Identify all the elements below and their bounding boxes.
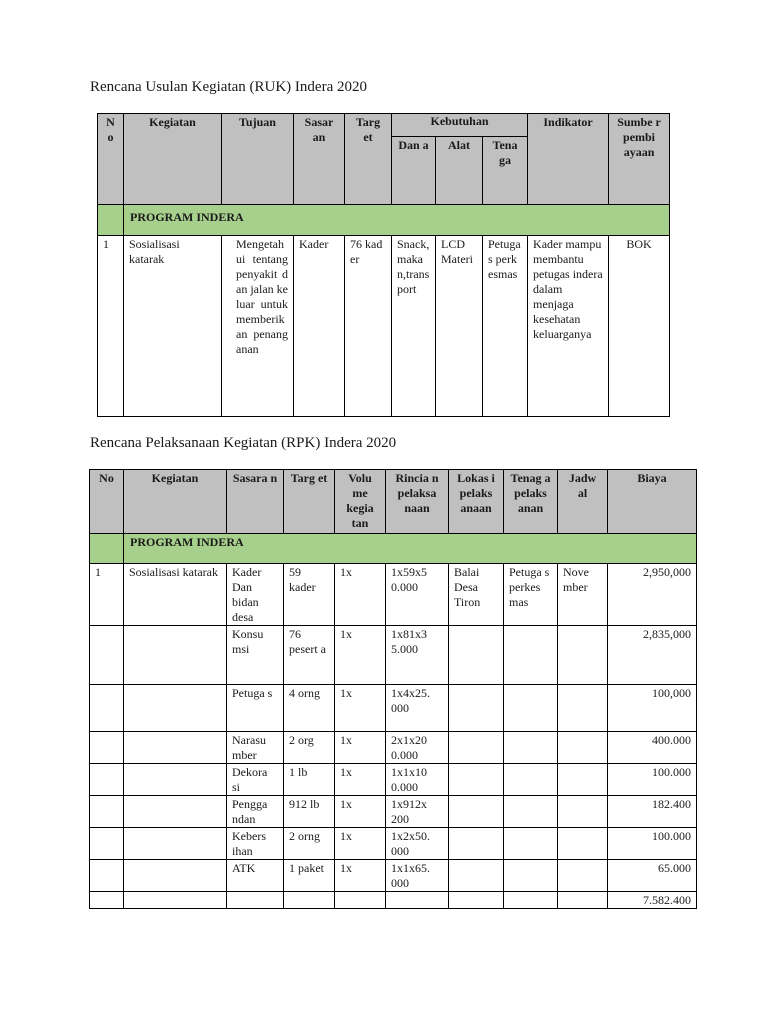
- rpk-row-biaya: 400.000: [608, 732, 697, 764]
- rpk-row-jadwal: Nove mber: [558, 564, 608, 626]
- rpk-row-volume: 1x: [335, 796, 386, 828]
- rpk-row-tenaga: [504, 796, 558, 828]
- rpk-header-lokasi: Lokas i pelaks anaan: [449, 470, 504, 534]
- table-row: [90, 564, 697, 626]
- rpk-row-volume: 1x: [335, 626, 386, 685]
- table-row: [90, 860, 697, 892]
- rpk-header-sasaran: Sasara n: [227, 470, 284, 534]
- rpk-row-jadwal: [558, 685, 608, 732]
- rpk-row-target: 2 orng: [284, 828, 335, 860]
- table-row: [90, 764, 697, 796]
- ruk-header-kegiatan: Kegiatan: [124, 114, 222, 205]
- rpk-row-no: [90, 764, 124, 796]
- rpk-row-lokasi: [449, 626, 504, 685]
- rpk-row-kegiatan: [124, 796, 227, 828]
- rpk-header-tenaga: Tenag a pelaks anan: [504, 470, 558, 534]
- rpk-row-tenaga: [504, 732, 558, 764]
- ruk-table-row: [98, 236, 670, 417]
- rpk-row-sasaran: Kebers ihan: [227, 828, 284, 860]
- rpk-header-biaya: Biaya: [608, 470, 697, 534]
- rpk-total-empty: [449, 892, 504, 909]
- rpk-row-lokasi: [449, 764, 504, 796]
- rpk-row-biaya: 100.000: [608, 828, 697, 860]
- ruk-header-tujuan: Tujuan: [222, 114, 294, 205]
- rpk-header-no: No: [90, 470, 124, 534]
- rpk-row-no: [90, 626, 124, 685]
- rpk-row-sasaran: Konsu msi: [227, 626, 284, 685]
- rpk-row-lokasi: Balai Desa Tiron: [449, 564, 504, 626]
- table-row: [90, 732, 697, 764]
- rpk-row-volume: 1x: [335, 564, 386, 626]
- rpk-row-lokasi: [449, 732, 504, 764]
- ruk-header-alat: Alat: [436, 137, 483, 205]
- rpk-row-sasaran: Narasu mber: [227, 732, 284, 764]
- ruk-header-sumber: Sumbe r pembi ayaan: [609, 114, 670, 205]
- rpk-header-volume: Volu me kegia tan: [335, 470, 386, 534]
- rpk-row-target: 76 pesert a: [284, 626, 335, 685]
- ruk-title: Rencana Usulan Kegiatan (RUK) Indera 2020: [90, 79, 367, 95]
- ruk-program-label: PROGRAM INDERA: [124, 205, 670, 236]
- ruk-row-target: 76 kader: [345, 236, 392, 417]
- ruk-row-no: 1: [98, 236, 124, 417]
- rpk-row-rincian: 1x81x3 5.000: [386, 626, 449, 685]
- rpk-row-target: 59 kader: [284, 564, 335, 626]
- rpk-row-rincian: 1x4x25. 000: [386, 685, 449, 732]
- rpk-row-tenaga: [504, 860, 558, 892]
- ruk-row-indikator: Kader mampu membantu petugas indera dalam menjaga kesehatan keluarganya: [528, 236, 609, 417]
- rpk-row-tenaga: [504, 828, 558, 860]
- rpk-row-no: [90, 828, 124, 860]
- rpk-row-rincian: 1x59x5 0.000: [386, 564, 449, 626]
- rpk-header-target: Targ et: [284, 470, 335, 534]
- ruk-row-tujuan: Mengetahui tentang penyakit dan jalan keluar untuk memberikan penanganan: [222, 236, 294, 417]
- ruk-row-dana: Snack,makan,transport: [392, 236, 436, 417]
- rpk-header-jadwal: Jadw al: [558, 470, 608, 534]
- rpk-title: Rencana Pelaksanaan Kegiatan (RPK) Indera 2020: [90, 435, 397, 451]
- rpk-row-rincian: 2x1x20 0.000: [386, 732, 449, 764]
- rpk-row-lokasi: [449, 685, 504, 732]
- rpk-row-target: 1 paket: [284, 860, 335, 892]
- rpk-row-tenaga: Petuga s perkes mas: [504, 564, 558, 626]
- rpk-row-volume: 1x: [335, 732, 386, 764]
- rpk-row-rincian: 1x912x 200: [386, 796, 449, 828]
- rpk-row-tenaga: [504, 685, 558, 732]
- ruk-row-sasaran: Kader: [294, 236, 345, 417]
- rpk-row-jadwal: [558, 732, 608, 764]
- table-row: [90, 685, 697, 732]
- rpk-total-empty: [90, 892, 124, 909]
- rpk-total-empty: [386, 892, 449, 909]
- rpk-row-volume: 1x: [335, 860, 386, 892]
- rpk-row-volume: 1x: [335, 828, 386, 860]
- rpk-row-tenaga: [504, 626, 558, 685]
- rpk-header-kegiatan: Kegiatan: [124, 470, 227, 534]
- rpk-row-biaya: 65.000: [608, 860, 697, 892]
- rpk-row-kegiatan: [124, 732, 227, 764]
- rpk-row-sasaran: Petuga s: [227, 685, 284, 732]
- rpk-row-biaya: 100.000: [608, 764, 697, 796]
- rpk-row-no: [90, 860, 124, 892]
- rpk-total-empty: [227, 892, 284, 909]
- rpk-total-empty: [284, 892, 335, 909]
- rpk-row-kegiatan: [124, 860, 227, 892]
- rpk-row-kegiatan: [124, 828, 227, 860]
- rpk-row-sasaran: Pengga ndan: [227, 796, 284, 828]
- rpk-row-jadwal: [558, 828, 608, 860]
- rpk-row-lokasi: [449, 828, 504, 860]
- rpk-row-jadwal: [558, 860, 608, 892]
- rpk-row-target: 4 orng: [284, 685, 335, 732]
- rpk-row-rincian: 1x1x10 0.000: [386, 764, 449, 796]
- rpk-row-kegiatan: [124, 685, 227, 732]
- ruk-header-dana: Dan a: [392, 137, 436, 205]
- rpk-row-tenaga: [504, 764, 558, 796]
- rpk-row-sasaran: Kader Dan bidan desa: [227, 564, 284, 626]
- ruk-row-alat: LCD Materi: [436, 236, 483, 417]
- ruk-table: [97, 113, 670, 417]
- table-row: [90, 626, 697, 685]
- rpk-row-volume: 1x: [335, 685, 386, 732]
- ruk-header-indikator: Indikator: [528, 114, 609, 205]
- ruk-row-tenaga: Petugas perkesmas: [483, 236, 528, 417]
- ruk-header-target: Targ et: [345, 114, 392, 205]
- rpk-total-empty: [558, 892, 608, 909]
- ruk-header-no: N o: [98, 114, 124, 205]
- rpk-row-jadwal: [558, 626, 608, 685]
- rpk-row-no: [90, 796, 124, 828]
- rpk-row-biaya: 100,000: [608, 685, 697, 732]
- rpk-total-empty: [504, 892, 558, 909]
- rpk-row-jadwal: [558, 764, 608, 796]
- rpk-row-rincian: 1x2x50. 000: [386, 828, 449, 860]
- rpk-row-target: 912 lb: [284, 796, 335, 828]
- rpk-row-sasaran: ATK: [227, 860, 284, 892]
- rpk-program-spacer: [90, 534, 124, 564]
- rpk-row-sasaran: Dekora si: [227, 764, 284, 796]
- rpk-row-biaya: 2,950,000: [608, 564, 697, 626]
- ruk-header-sasaran: Sasar an: [294, 114, 345, 205]
- rpk-row-kegiatan: Sosialisasi katarak: [124, 564, 227, 626]
- ruk-row-kegiatan: Sosialisasi katarak: [124, 236, 222, 417]
- rpk-row-lokasi: [449, 796, 504, 828]
- rpk-row-biaya: 182.400: [608, 796, 697, 828]
- rpk-row-target: 2 org: [284, 732, 335, 764]
- ruk-program-spacer: [98, 205, 124, 236]
- rpk-row-kegiatan: [124, 626, 227, 685]
- table-row: [90, 828, 697, 860]
- rpk-row-volume: 1x: [335, 764, 386, 796]
- rpk-total-biaya: 7.582.400: [608, 892, 697, 909]
- rpk-row-biaya: 2,835,000: [608, 626, 697, 685]
- ruk-header-kebutuhan: Kebutuhan: [392, 114, 528, 137]
- rpk-row-kegiatan: [124, 764, 227, 796]
- table-row: [90, 796, 697, 828]
- rpk-total-row: [90, 892, 697, 909]
- rpk-row-target: 1 lb: [284, 764, 335, 796]
- ruk-row-sumber: BOK: [609, 236, 670, 417]
- ruk-header-tenaga: Tena ga: [483, 137, 528, 205]
- rpk-program-label: PROGRAM INDERA: [124, 534, 697, 564]
- rpk-row-jadwal: [558, 796, 608, 828]
- rpk-header-rincian: Rincia n pelaksa naan: [386, 470, 449, 534]
- rpk-row-lokasi: [449, 860, 504, 892]
- rpk-row-no: [90, 732, 124, 764]
- rpk-row-no: 1: [90, 564, 124, 626]
- rpk-row-rincian: 1x1x65. 000: [386, 860, 449, 892]
- rpk-total-empty: [335, 892, 386, 909]
- rpk-row-no: [90, 685, 124, 732]
- rpk-table: [89, 469, 697, 909]
- rpk-total-empty: [124, 892, 227, 909]
